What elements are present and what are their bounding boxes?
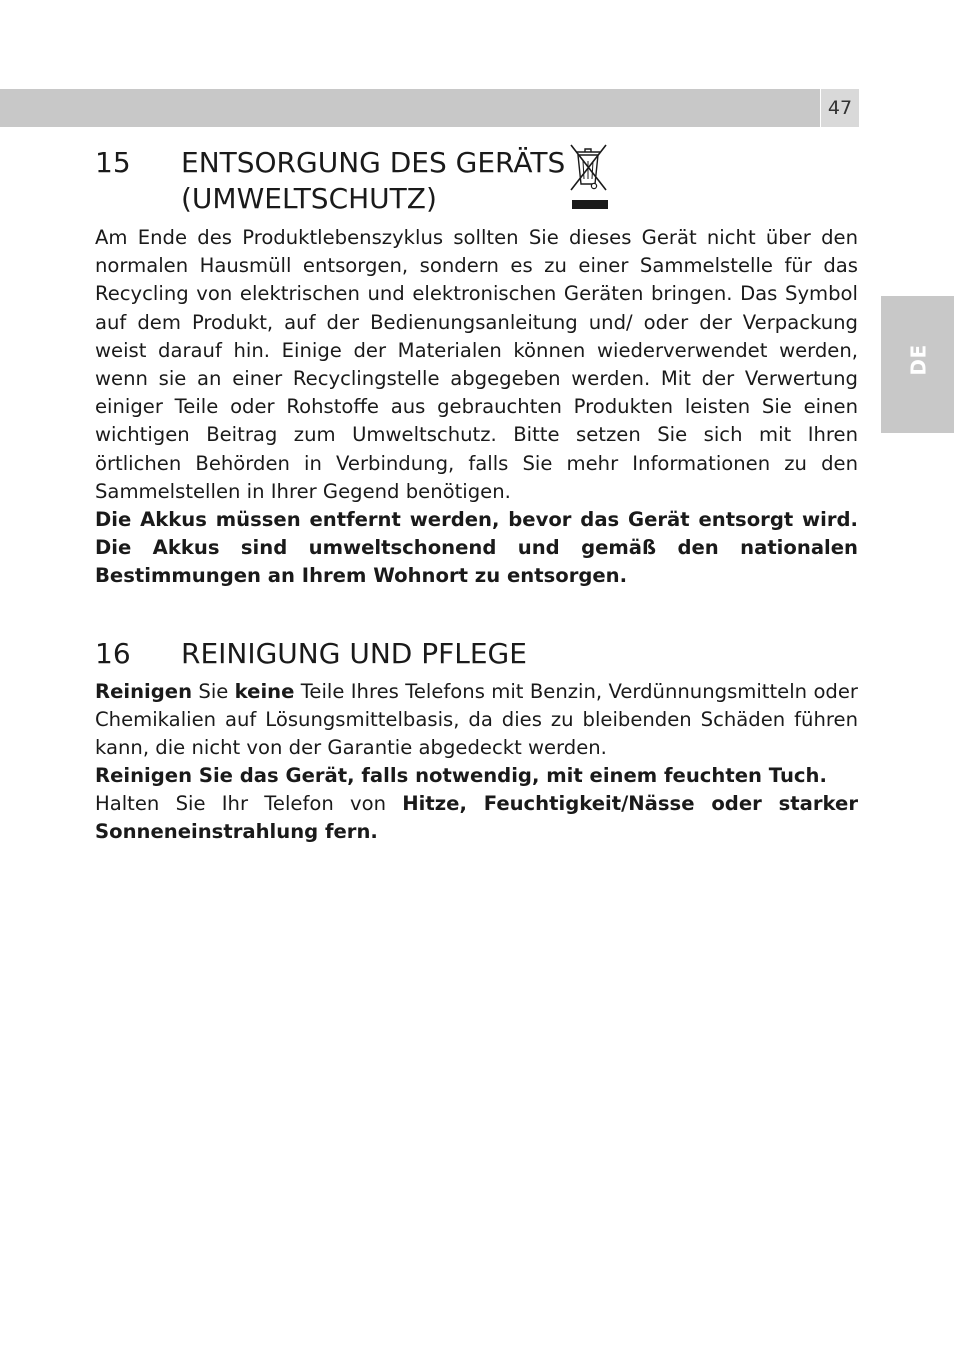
section-15-battery-note: Die Akkus müssen entfernt werden, bevor das Gerät entsorgt wird. Die Akkus sind umweltschonend und gemäß den nationalen Bestimmungen an Ihrem Wohnort zu entsorgen. [95,508,858,588]
section-16-heading [95,636,655,672]
crossed-out-wheelie-bin-icon [566,143,610,211]
page-number-label: 47 [827,97,853,119]
section-15-title-line1: ENTSORGUNG DES GERÄTS [181,146,566,179]
section-15-title-line2: (UMWELTSCHUTZ) [181,182,437,215]
section-15-paragraph: Am Ende des Produktlebenszyklus sollten Sie dieses Gerät nicht über den normalen Hausmüll entsorgen, sondern es zu einer Sammelstelle für das Recycling von elektrischen und elektronischen Geräten bringen. Das Symbol auf dem Produkt, auf der Bedienungsanleitung und/ oder der Verpackung weist darauf hin. Einige der Materialen können wiederverwendet werden, wenn sie an einer Recyclingstelle abgegeben werden. Mit der Verwertung einiger Teile oder Rohstoffe aus gebrauchten Produkten leisten Sie einen wichtigen Beitrag zum Umweltschutz. Bitte setzen Sie sich mit Ihren örtlichen Behörden in Verbindung, falls Sie mehr Informationen zu den Sammelstellen in Ihrer Gegend benötigen. [95,226,858,503]
section-16-paragraph-2: Reinigen Sie das Gerät, falls notwendig, mit einem feuchten Tuch. [95,764,827,787]
page-number [821,89,859,127]
p1-bold-keine: keine [234,680,295,703]
section-16-title: REINIGUNG UND PFLEGE [181,637,527,670]
p1-text-1: Sie [192,680,235,703]
p3-bold: Hitze, Feuchtigkeit/Nässe oder starker Sonneneinstrahlung fern. [95,792,858,844]
p1-bold-reinigen: Reinigen [95,680,193,703]
section-15-title [181,145,565,217]
section-16-paragraph-1 [95,678,858,763]
section-15-number: 15 [95,146,131,179]
section-16-number: 16 [95,637,131,670]
section-16-paragraph-3 [95,790,858,846]
language-tab-label: DE [906,344,931,376]
p1-text-2: Teile Ihres Telefons mit Benzin, Verdünnungsmitteln oder Chemikalien auf Lösungsmittelbasis, da dies zu bleibenden Schäden führen kann, die nicht von der Garantie abgedeckt werden. [95,680,858,760]
header-bar [0,89,820,127]
p3-text: Halten Sie Ihr Telefon von [95,792,403,815]
language-tab [881,296,954,433]
